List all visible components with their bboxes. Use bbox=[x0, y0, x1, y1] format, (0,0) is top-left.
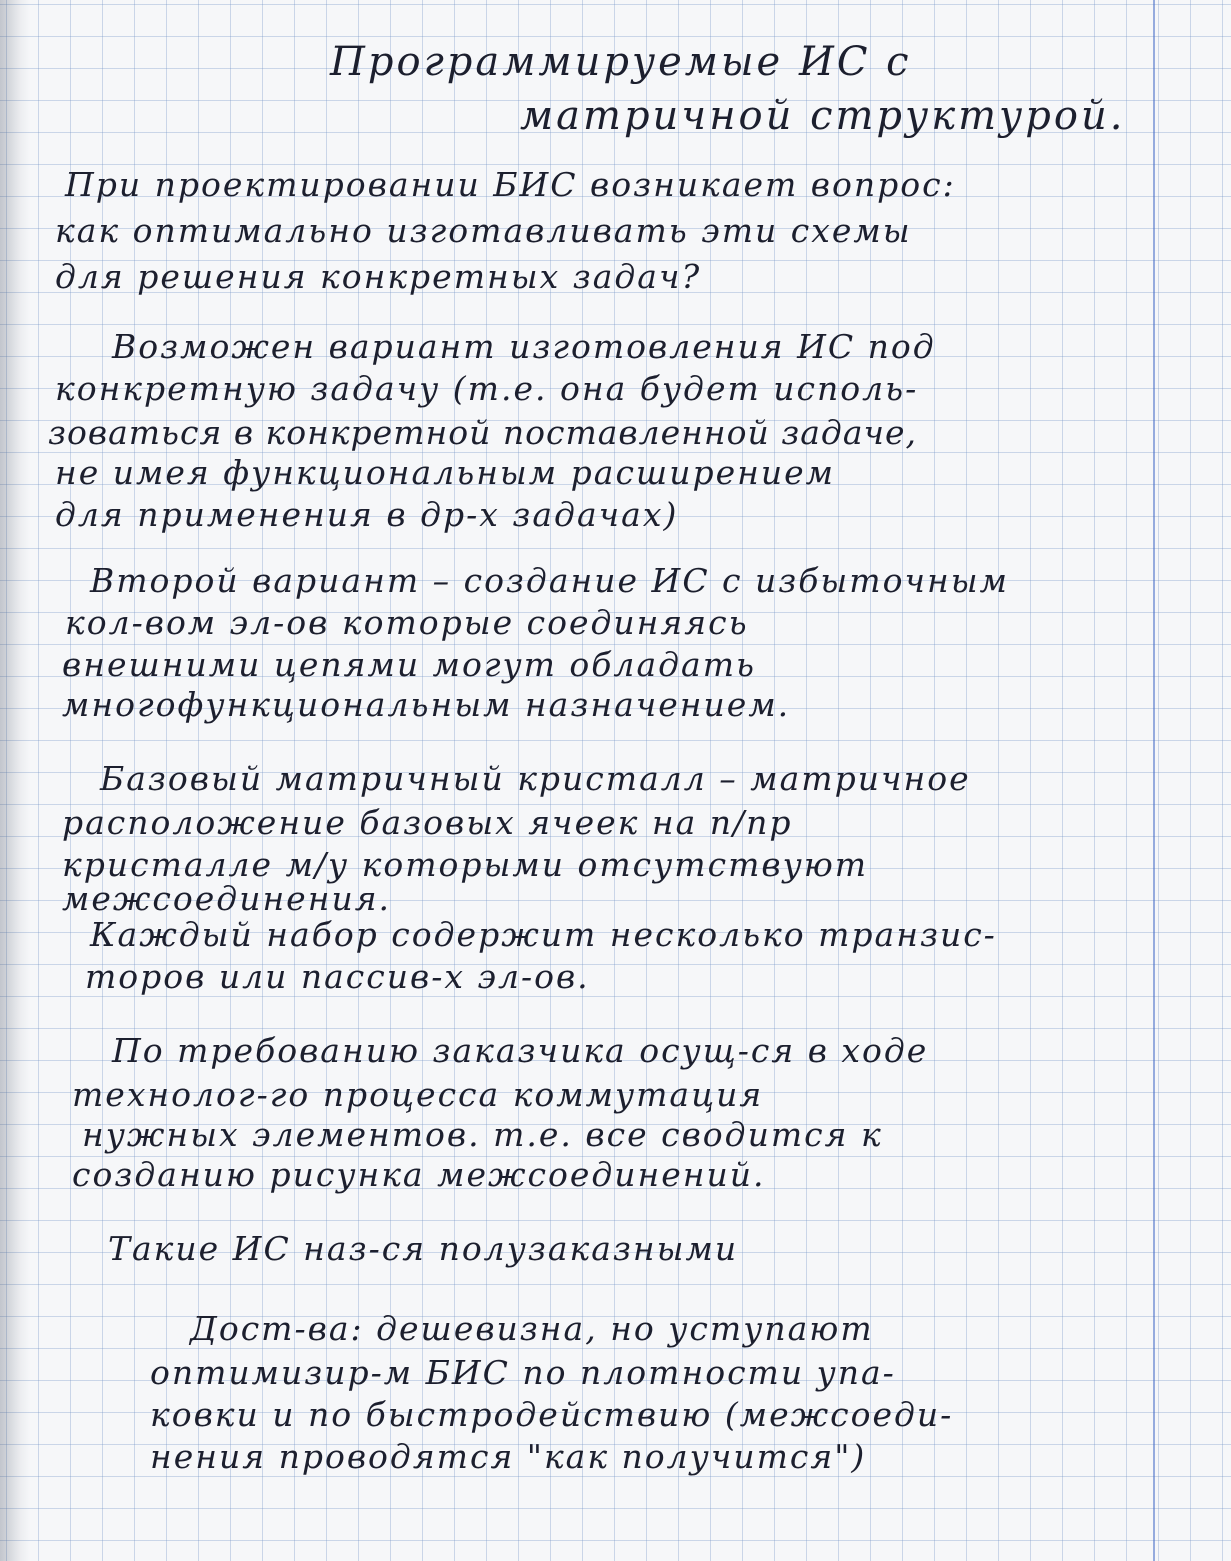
paragraph-2-line-2: конкретную задачу (т.е. она будет исполь- bbox=[55, 369, 919, 408]
paragraph-3-line-1: Второй вариант – создание ИС с избыточным bbox=[90, 561, 1009, 600]
paragraph-3-line-3: внешними цепями могут обладать bbox=[62, 645, 756, 684]
paragraph-1-line-1: При проектировании БИС возникает вопрос: bbox=[65, 165, 956, 204]
paragraph-2-line-3: зоваться в конкретной поставленной задаче, bbox=[48, 413, 918, 452]
paragraph-5-line-1: По требованию заказчика осущ-ся в ходе bbox=[112, 1031, 929, 1070]
paragraph-4-line-2: расположение базовых ячеек на п/пр bbox=[62, 803, 793, 842]
page-title-line-1: Программируемые ИС с bbox=[330, 39, 912, 85]
paragraph-7-line-1: Дост-ва: дешевизна, но уступают bbox=[190, 1309, 874, 1348]
paragraph-3-line-4: многофункциональным назначением. bbox=[62, 685, 791, 724]
paragraph-4-line-5: Каждый набор содержит несколько транзис- bbox=[90, 915, 997, 954]
paragraph-7-line-4: нения проводятся "как получится") bbox=[150, 1437, 867, 1476]
paragraph-1-line-3: для решения конкретных задач? bbox=[55, 257, 702, 296]
paragraph-3-line-2: кол-вом эл-ов которые соединяясь bbox=[65, 603, 749, 642]
paragraph-5-line-4: созданию рисунка межсоединений. bbox=[72, 1155, 766, 1194]
paragraph-5-line-2: технолог-го процесса коммутация bbox=[72, 1075, 764, 1114]
paragraph-7-line-2: оптимизир-м БИС по плотности упа- bbox=[150, 1353, 896, 1392]
binding-shadow bbox=[0, 0, 30, 1561]
paragraph-2-line-4: не имея функциональным расширением bbox=[55, 453, 835, 492]
paragraph-4-line-3: кристалле м/у которыми отсутствуют bbox=[62, 845, 869, 884]
page-title-line-2: матричной структурой. bbox=[520, 93, 1126, 139]
paragraph-7-line-3: ковки и по быстродействию (межсоеди- bbox=[150, 1395, 954, 1434]
paragraph-2-line-5: для применения в др-х задачах) bbox=[55, 495, 679, 534]
paragraph-4-line-4: межсоединения. bbox=[62, 879, 392, 918]
paragraph-2-line-1: Возможен вариант изготовления ИС под bbox=[112, 327, 936, 366]
paragraph-5-line-3: нужных элементов. т.е. все сводится к bbox=[82, 1115, 883, 1154]
paragraph-4-line-1: Базовый матричный кристалл – матричное bbox=[100, 759, 971, 798]
paragraph-1-line-2: как оптимально изготавливать эти схемы bbox=[55, 211, 912, 250]
paragraph-6-line-1: Такие ИС наз-ся полузаказными bbox=[108, 1229, 739, 1268]
margin-line bbox=[1153, 0, 1155, 1561]
paragraph-4-line-6: торов или пассив-х эл-ов. bbox=[85, 957, 590, 996]
